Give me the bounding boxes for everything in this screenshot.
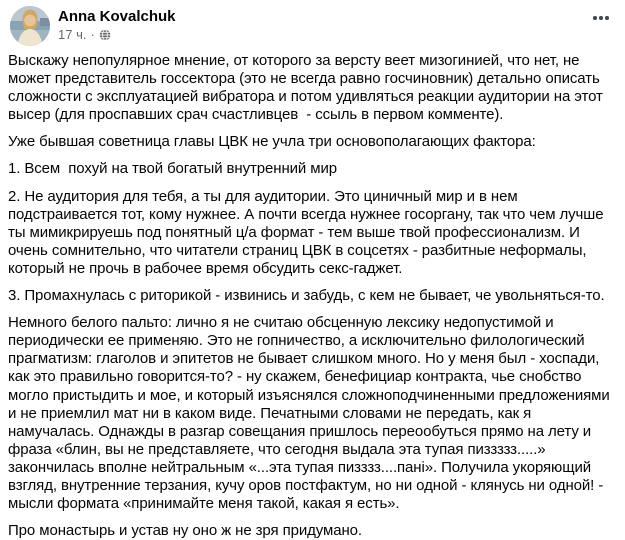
timestamp[interactable]: 17 ч.: [58, 27, 87, 42]
meta-separator: ·: [90, 27, 95, 42]
post-paragraph: Выскажу непопулярное мнение, от которого за версту веет мизогинией, что нет, не может представитель госсектора (это не всегда равно госчиновник) детально описать сложности с эксплуатацией вибратора и потом удивляться реакции аудитории на этот высер (для проспавших срач счастливцев - ссыль в первом комменте).: [8, 52, 607, 124]
post-text: [8, 52, 613, 540]
author-name[interactable]: Anna Kovalchuk: [58, 8, 176, 25]
post-header-meta: [58, 6, 176, 43]
post-paragraph: Немного белого пальто: лично я не считаю обсценную лексику недопустимой и периодически ее применяю. Это не гопничество, а исключительно филологический прагматизм: глаголов и эпитетов не бывает слишком много. Но у меня был - хоспади, как это правильно говорится-то? - ну скажем, бенефициар контракта, чье снобство могло пристыдить и мое, и который изъяснялся сложноподчиненными предложениями и не приемлил мат ни в каком виде. Печатными словами не передать, как я намучалась. Однажды в разгар совещания пришлось переообуться прямо на лету и фраза «блин, вы не представляете, что сегодня выдала эта тупая пиззззз.....» закончилась вполне нейтральным «...эта тупая пизззз....пані». Получила укоряющий взгляд, внутренние терзания, кучу оров постфактум, но ни одной - клянусь ни одной! - мысли формата «принимайте меня такой, какая я есть».: [8, 314, 614, 513]
post-header: [8, 4, 613, 52]
post-meta-row: [58, 26, 176, 43]
post-paragraph: Про монастырь и устав ну оно ж не зря придумано.: [8, 522, 362, 540]
more-options-button[interactable]: [587, 6, 613, 26]
ellipsis-icon: [593, 16, 609, 20]
profile-photo: [10, 6, 50, 46]
post-paragraph: 2. Не аудитория для тебя, а ты для аудитории. Это циничный мир и в нем подстраивается тот, кому нужнее. А почти всегда нужнее госоргану, так что чем лучше ты мимикрируешь под понятный ц/а формат - тем выше твой профессионализм. И очень сомнительно, что читатели страниц ЦВК в соцсетях - разбитные неформалы, который не прочь в рабочее время обсудить секс-гаджет.: [8, 187, 608, 277]
avatar[interactable]: [10, 6, 50, 46]
globe-icon: [99, 29, 111, 41]
post-paragraph: Уже бывшая советница главы ЦВК не учла три основополагающих фактора:: [8, 133, 536, 151]
post-paragraph: 1. Всем похуй на твой богатый внутренний мир: [8, 160, 337, 178]
post-paragraph: 3. Промахнулась с риторикой - извинись и забудь, с кем не бывает, че увольняться-то.: [8, 287, 605, 305]
